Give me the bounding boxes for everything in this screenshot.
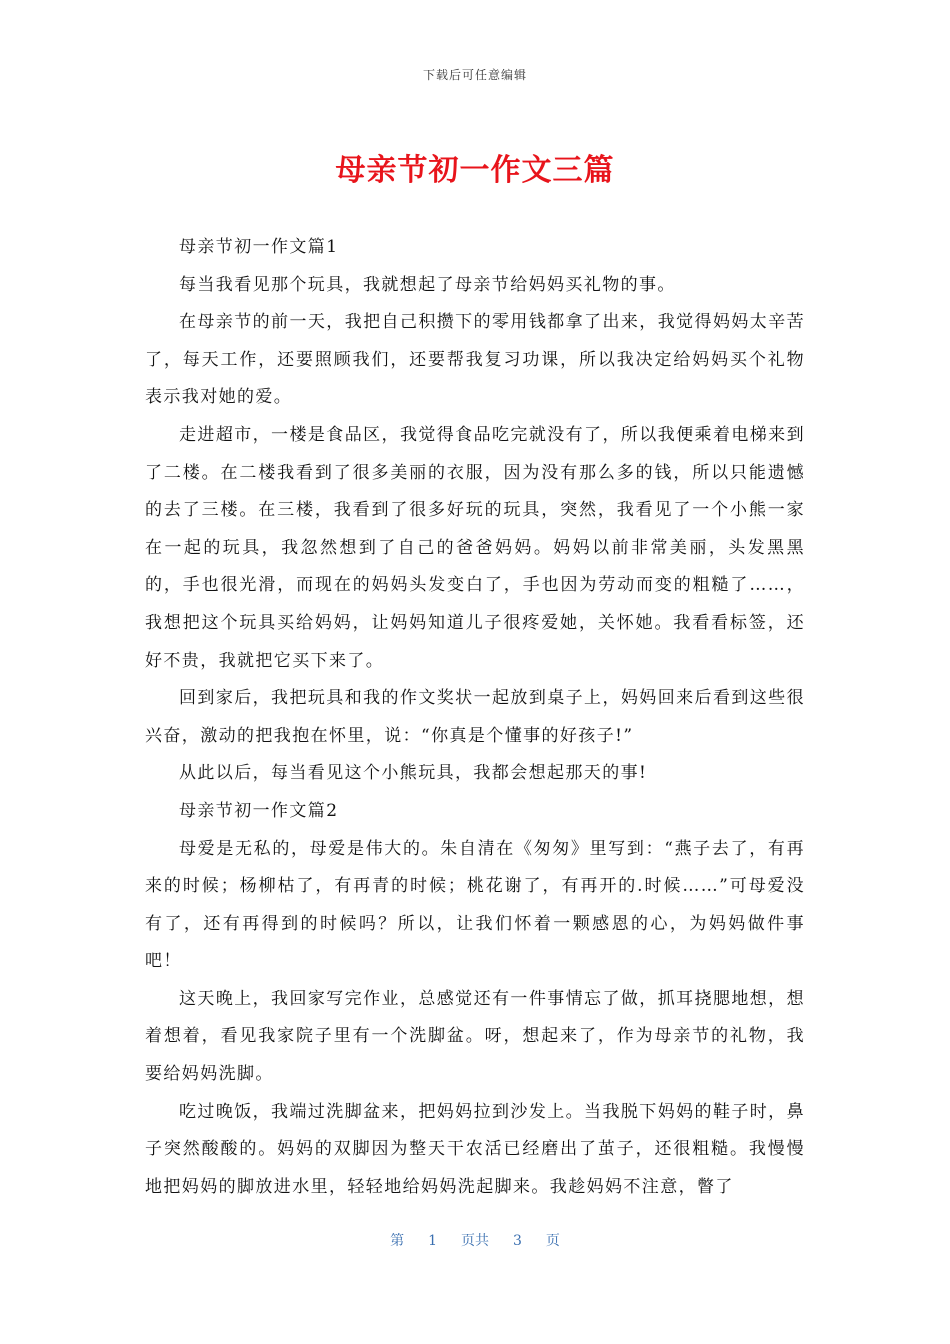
paragraph: 这天晚上，我回家写完作业，总感觉还有一件事情忘了做，抓耳挠腮地想，想着想着，看见我家院子里有一个洗脚盆。呀，想起来了，作为母亲节的礼物，我要给妈妈洗脚。 <box>145 988 805 1085</box>
page-footer <box>0 1230 950 1250</box>
section-heading-1: 母亲节初一作文篇1 <box>179 237 339 257</box>
paragraph: 每当我看见那个玩具，我就想起了母亲节给妈妈买礼物的事。 <box>179 274 676 295</box>
paragraph: 回到家后，我把玩具和我的作文奖状一起放到桌子上，妈妈回来后看到这些很兴奋，激动的把我抱在怀里，说：“你真是个懂事的好孩子!” <box>145 688 805 746</box>
section-heading-2: 母亲节初一作文篇2 <box>179 800 339 821</box>
footer-page-label: 第 <box>390 1233 405 1249</box>
footer-page-total: 3 <box>513 1233 522 1249</box>
footer-page-mid: 页共 <box>461 1233 489 1249</box>
paragraph: 吃过晚饭，我端过洗脚盆来，把妈妈拉到沙发上。当我脱下妈妈的鞋子时，鼻子突然酸酸的。妈妈的双脚因为整天干农活已经磨出了茧子，还很粗糙。我慢慢地把妈妈的脚放进水里，轻轻地给妈妈洗起脚来。我趁妈妈不注意，瞥了 <box>145 1101 805 1197</box>
document-title: 母亲节初一作文三篇 <box>335 153 615 188</box>
paragraph: 走进超市，一楼是食品区，我觉得食品吃完就没有了，所以我便乘着电梯来到了二楼。在二楼我看到了很多美丽的衣服，因为没有那么多的钱，所以只能遗憾的去了三楼。在三楼，我看到了很多好玩的玩具，突然，我看见了一个小熊一家在一起的玩具，我忽然想到了自己的爸爸妈妈。妈妈以前非常美丽，头发黑黑的，手也很光滑，而现在的妈妈头发变白了，手也因为劳动而变的粗糙了……，我想把这个玩具买给妈妈，让妈妈知道儿子很疼爱她，关怀她。我看看标签，还好不贵，我就把它买下来了。 <box>145 424 805 671</box>
footer-page-current: 1 <box>428 1233 437 1249</box>
footer-page-end: 页 <box>545 1233 560 1249</box>
paragraph: 在母亲节的前一天，我把自己积攒下的零用钱都拿了出来，我觉得妈妈太辛苦了，每天工作，还要照顾我们，还要帮我复习功课，所以我决定给妈妈买个礼物表示我对她的爱。 <box>145 312 805 408</box>
document-body <box>145 229 805 1206</box>
paragraph: 母爱是无私的，母爱是伟大的。朱自清在《匆匆》里写到：“燕子去了，有再来的时候；杨柳枯了，有再青的时候；桃花谢了，有再开的.时候……”可母爱没有了，还有再得到的时候吗？所以，让我们怀着一颗感恩的心，为妈妈做件事吧！ <box>145 838 805 972</box>
header-note: 下载后可任意编辑 <box>422 68 527 82</box>
paragraph: 从此以后，每当看见这个小熊玩具，我都会想起那天的事! <box>179 763 648 784</box>
